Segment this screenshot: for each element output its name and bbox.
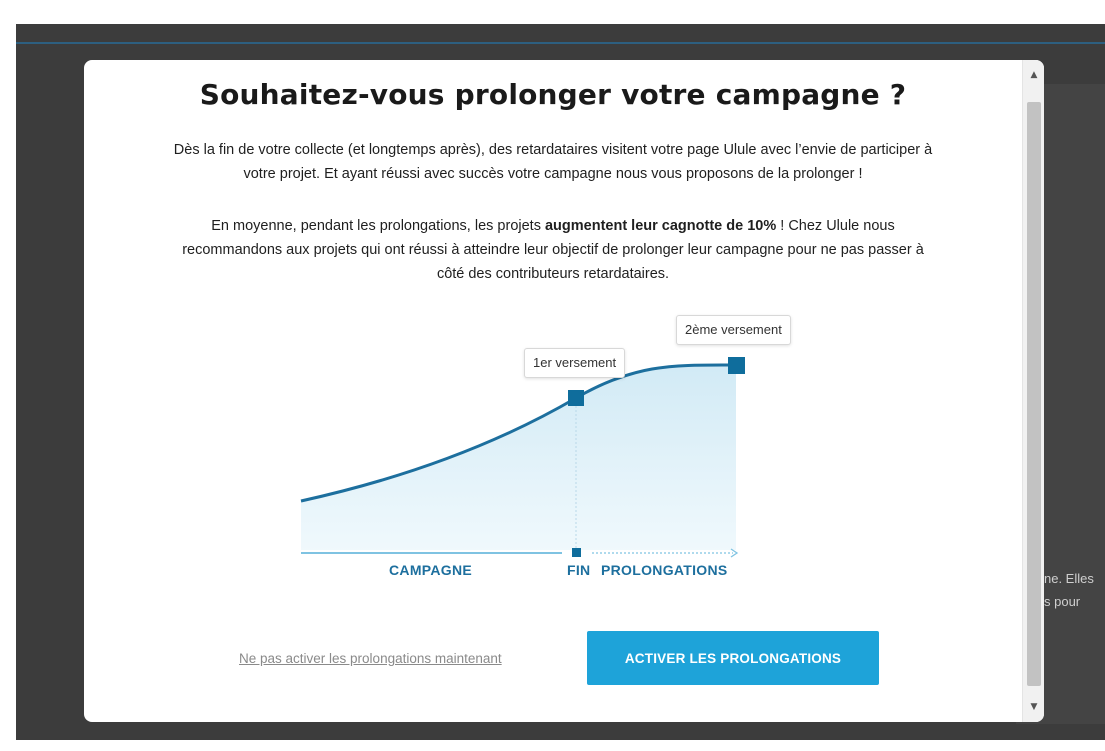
background-text-line: ne. Elles [1044,571,1094,586]
activate-extension-button[interactable]: ACTIVER LES PROLONGATIONS [587,631,879,685]
chart-area-fill [301,365,736,550]
header-divider [16,42,1105,44]
modal-title: Souhaitez-vous prolonger votre campagne ? [199,78,907,111]
intro-paragraph: Dès la fin de votre collecte (et longtemps après), des retardataires visitent votre page Ulule avec l’envie de participer à votre projet. Et ayant réussi avec succès votre campagne nous vous proposons de la prolonger ! [173,142,933,182]
campaign-label: CAMPAGNE [389,562,473,578]
first-payment-tooltip: 1er versement [524,348,625,378]
scrollbar-thumb[interactable] [1027,102,1041,686]
stats-text-end: ! Chez Ulule nous recommandons aux projets qui ont réussi à atteindre leur objectif de prolonger leur campagne pour ne pas passer à côté des contributeurs retardataires. [182,218,924,282]
second-payment-marker [728,357,745,374]
stats-highlight: augmentent leur cagnotte de 10% [544,218,777,234]
extension-arrow-head [731,549,737,557]
extension-modal [84,60,1044,722]
scroll-up-icon[interactable]: ▲ [1030,70,1038,80]
background-text [1044,567,1105,613]
stats-text-start: En moyenne, pendant les prolongations, les projets [211,218,545,234]
extension-label: PROLONGATIONS [601,562,728,578]
modal-scrollbar[interactable] [1022,60,1044,722]
scroll-down-icon[interactable]: ▼ [1030,702,1038,712]
extension-chart [84,60,1022,600]
end-label: FIN [567,562,591,578]
background-text-line: s pour [1044,594,1081,609]
second-payment-tooltip: 2ème versement [676,315,791,345]
first-payment-marker [568,390,584,406]
skip-extension-link[interactable]: Ne pas activer les prolongations maintenant [239,651,502,666]
end-marker [572,548,581,557]
